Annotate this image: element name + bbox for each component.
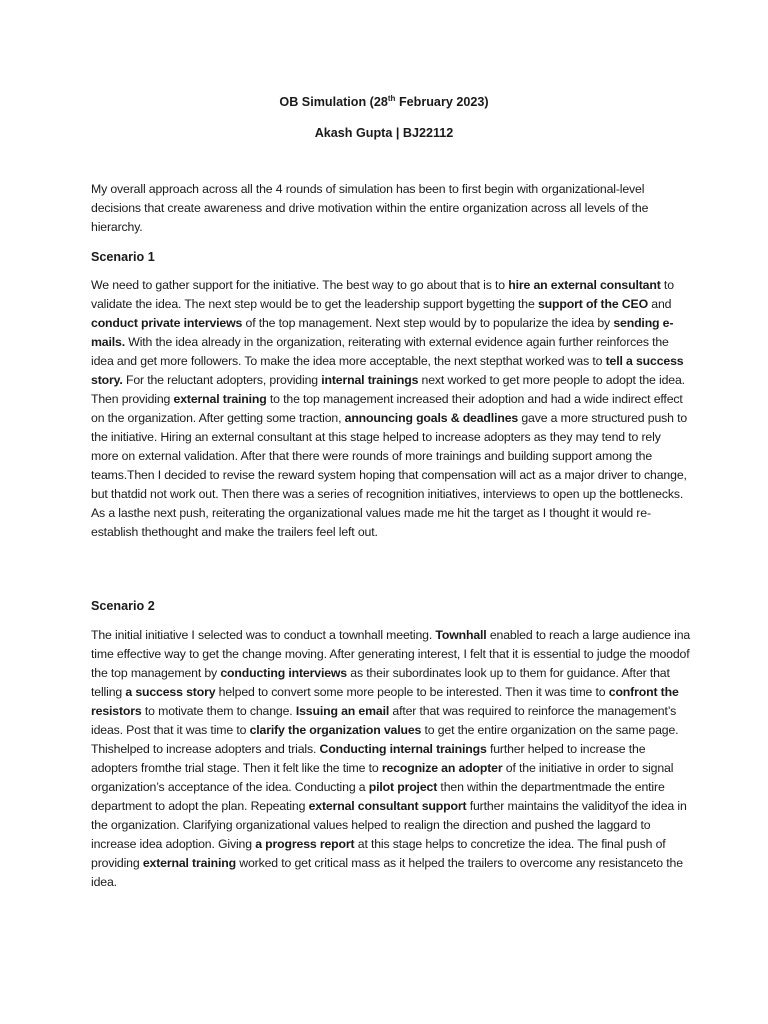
title-superscript: th bbox=[387, 93, 396, 103]
emphasized-phrase: conduct private interviews bbox=[91, 316, 243, 330]
text-run: to get the entire organization on the same page. Thishelped to increase adopters and trials. bbox=[91, 723, 679, 756]
emphasized-phrase: internal trainings bbox=[321, 373, 419, 387]
title-text-end: February 2023) bbox=[395, 95, 489, 109]
emphasized-phrase: announcing goals & deadlines bbox=[344, 411, 519, 425]
text-run: and bbox=[647, 297, 672, 311]
text-run: after that was required to reinforce the management’s ideas. Post that it was time to bbox=[91, 704, 677, 737]
text-run: further helped to increase the adopters fromthe trial stage. Then it felt like the time to bbox=[91, 742, 646, 775]
text-run: The initial initiative I selected was to conduct a townhall meeting. bbox=[91, 628, 436, 642]
emphasized-phrase: pilot project bbox=[368, 780, 438, 794]
title-text-start: OB Simulation (28 bbox=[279, 95, 388, 109]
emphasized-phrase: clarify the organization values bbox=[249, 723, 422, 737]
emphasized-phrase: tell a success story. bbox=[91, 354, 684, 387]
emphasized-phrase: Issuing an email bbox=[295, 704, 390, 718]
emphasized-phrase: hire an external consultant bbox=[508, 278, 661, 292]
text-run: of the top management. Next step would by to popularize the idea by bbox=[242, 316, 614, 330]
scenario-2-heading: Scenario 2 bbox=[91, 599, 155, 613]
intro-paragraph: My overall approach across all the 4 rounds of simulation has been to first begin with organizational-level decisions that create awareness and drive motivation within the entire organization across all levels of the hierarchy. bbox=[91, 182, 649, 234]
scenario-1-heading: Scenario 1 bbox=[91, 250, 155, 264]
text-run: We need to gather support for the initiative. The best way to go about that is to bbox=[91, 278, 509, 292]
scenario-1-paragraph bbox=[91, 276, 691, 542]
emphasized-phrase: Townhall bbox=[435, 628, 487, 642]
emphasized-phrase: external training bbox=[173, 392, 267, 406]
text-run: to motivate them to change. bbox=[141, 704, 296, 718]
emphasized-phrase: conducting interviews bbox=[220, 666, 347, 680]
document-title bbox=[0, 94, 768, 110]
emphasized-phrase: support of the CEO bbox=[537, 297, 648, 311]
text-run: helped to convert some more people to be interested. Then it was time to bbox=[215, 685, 609, 699]
author-line: Akash Gupta | BJ22112 bbox=[314, 126, 454, 140]
text-run: gave a more structured push to the initiative. Hiring an external consultant at this stage helped to increase adopters as they may tend to rely more on external validation. After that there were rounds of more trainings and building support among the teams.Then I decided to revise the reward system hoping that compensation will act as a major driver to change, but thatdid not work out. Then there was a series of recognition initiatives, interviews to open up the bottlenecks. As a lasthe next push, reiterating the organizational values made me hit the target as I thought it would re-establish thethought and make the trailers feel left out. bbox=[91, 411, 688, 539]
emphasized-phrase: confront the resistors bbox=[91, 685, 679, 718]
text-run: next worked to get more people to adopt the idea. Then providing bbox=[91, 373, 685, 406]
text-run: For the reluctant adopters, providing bbox=[122, 373, 322, 387]
text-run: With the idea already in the organization, reiterating with external evidence again further reinforces the idea and get more followers. To make the idea more acceptable, the next stepthat worked was to bbox=[91, 335, 669, 368]
emphasized-phrase: a progress report bbox=[255, 837, 355, 851]
text-run: enabled to reach a large audience ina time effective way to get the change moving. After generating interest, I felt that it is essential to judge the moodof the top management by bbox=[91, 628, 691, 680]
scenario-2-paragraph bbox=[91, 626, 691, 892]
emphasized-phrase: a success story bbox=[125, 685, 216, 699]
text-run: as their subordinates look up to them for guidance. After that telling bbox=[91, 666, 670, 699]
text-run: at this stage helps to concretize the idea. The final push of providing bbox=[91, 837, 666, 870]
text-run: further maintains the validityof the idea in the organization. Clarifying organizational values helped to realign the direction and pushed the laggard to increase idea adoption. Giving bbox=[91, 799, 687, 851]
emphasized-phrase: external training bbox=[142, 856, 236, 870]
emphasized-phrase: Conducting internal trainings bbox=[319, 742, 487, 756]
text-run: of the initiative in order to signal organization’s acceptance of the idea. Conducting a bbox=[91, 761, 674, 794]
text-run: then within the departmentmade the entire department to adopt the plan. Repeating bbox=[91, 780, 665, 813]
emphasized-phrase: sending e-mails. bbox=[91, 316, 674, 349]
emphasized-phrase: recognize an adopter bbox=[381, 761, 503, 775]
text-run: to the top management increased their adoption and had a wide indirect effect on the organization. After getting some traction, bbox=[91, 392, 683, 425]
text-run: worked to get critical mass as it helped the trailers to overcome any resistanceto the idea. bbox=[91, 856, 683, 889]
emphasized-phrase: external consultant support bbox=[308, 799, 467, 813]
text-run: to validate the idea. The next step would be to get the leadership support bygetting the bbox=[91, 278, 674, 311]
